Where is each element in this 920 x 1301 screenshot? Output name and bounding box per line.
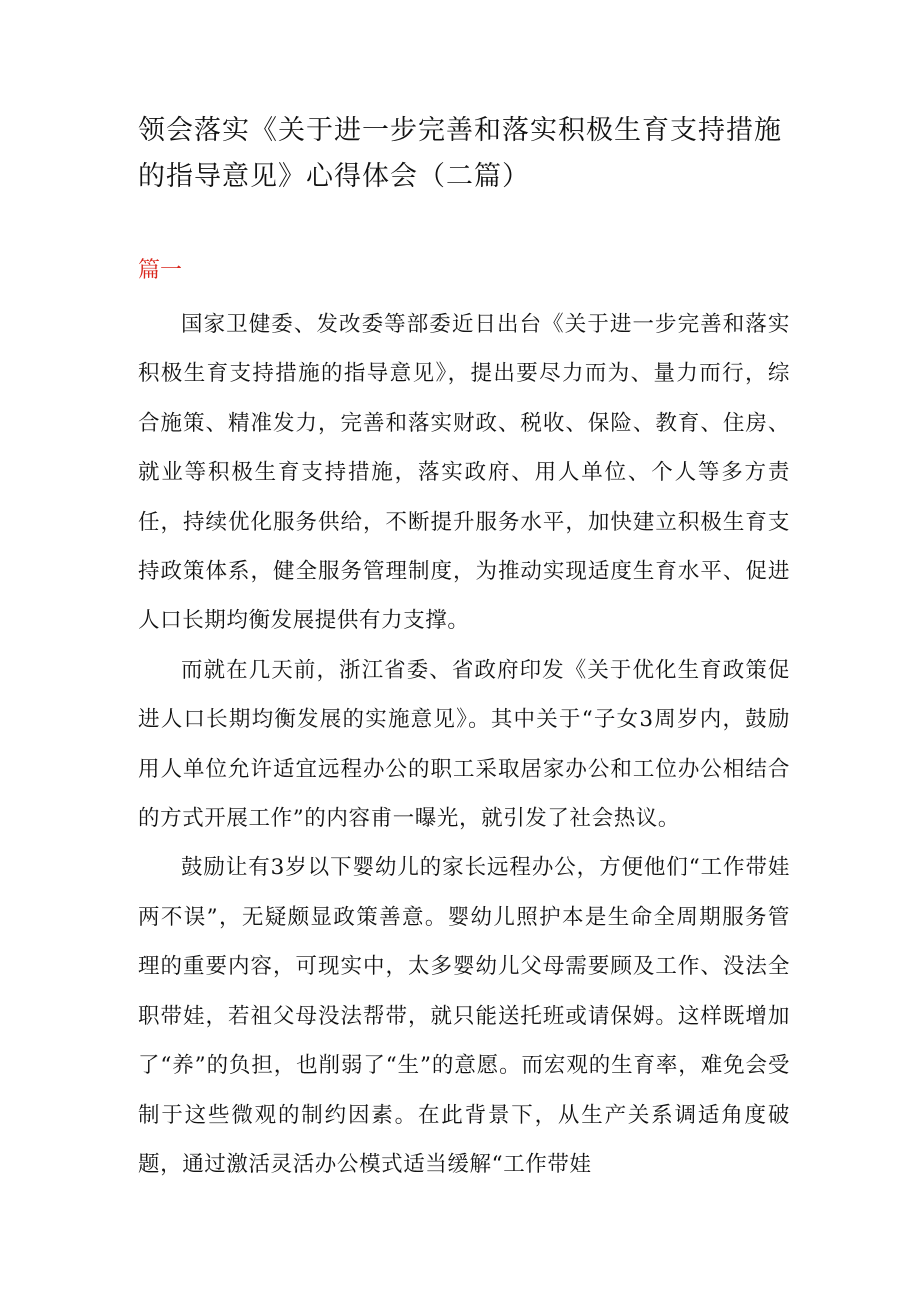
- section-heading: 篇一: [138, 258, 183, 283]
- document-body: [138, 300, 790, 1189]
- paragraph-3: 鼓励让有3岁以下婴幼儿的家长远程办公，方便他们“工作带娃两不误”，无疑颇显政策善意。婴幼儿照护本是生命全周期服务管理的重要内容，可现实中，太多婴幼儿父母需要顾及工作、没法全职带娃，若祖父母没法帮带，就只能送托班或请保姆。这样既增加了“养”的负担，也削弱了“生”的意愿。而宏观的生育率，难免会受制于这些微观的制约因素。在此背景下，从生产关系调适角度破题，通过激活灵活办公模式适当缓解“工作带娃: [138, 855, 790, 1177]
- document-title: 领会落实《关于进一步完善和落实积极生育支持措施的指导意见》心得体会（二篇）: [138, 115, 782, 192]
- paragraph-1: 国家卫健委、发改委等部委近日出台《关于进一步完善和落实积极生育支持措施的指导意见》，提出要尽力而为、量力而行，综合施策、精准发力，完善和落实财政、税收、保险、教育、住房、就业等积极生育支持措施，落实政府、用人单位、个人等多方责任，持续优化服务供给，不断提升服务水平，加快建立积极生育支持政策体系，健全服务管理制度，为推动实现适度生育水平、促进人口长期均衡发展提供有力支撑。: [138, 312, 790, 634]
- paragraph-2: 而就在几天前，浙江省委、省政府印发《关于优化生育政策促进人口长期均衡发展的实施意见》。其中关于“子女3周岁内，鼓励用人单位允许适宜远程办公的职工采取居家办公和工位办公相结合的方式开展工作”的内容甫一曝光，就引发了社会热议。: [138, 657, 790, 832]
